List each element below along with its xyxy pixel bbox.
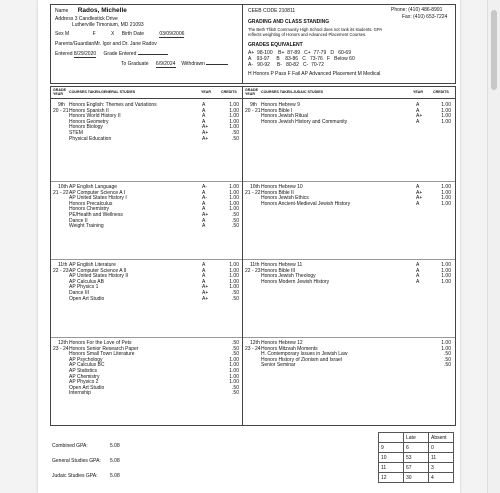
school-years: 20 - 21: [245, 107, 261, 114]
grade-label: 12th: [58, 340, 68, 346]
address2: Lutherville Timonium, MD 21093: [72, 22, 144, 28]
col-general: COURSES TAKEN-GENERAL STUDIES: [69, 90, 136, 94]
grade-legend: H Honors P Pass F Fail AP Advanced Placement M Medical: [248, 71, 381, 77]
att-grade: 11: [379, 463, 404, 473]
course-name: AP Computer Science A I: [69, 189, 126, 196]
school-years: 21 - 22: [53, 189, 69, 196]
course-grade: A: [202, 102, 206, 108]
att-late: 30: [404, 473, 429, 483]
course-credits: .50: [232, 289, 239, 296]
course-name: H. Contemporary Issues in Jewish Law: [261, 351, 348, 358]
gpa-combined: [52, 443, 120, 449]
school-years: 22 - 23: [245, 267, 261, 274]
course-name: Honors Biology: [69, 124, 103, 131]
course-grid: [50, 86, 456, 426]
course-credits: .50: [232, 135, 239, 142]
judaic-column-header: [243, 87, 455, 99]
course-name: Honors Precalculus: [69, 200, 113, 207]
course-credits: 1.00: [441, 340, 451, 346]
scrollbar-thumb[interactable]: [491, 10, 497, 90]
course-name: Honors Jewish Ethics: [261, 195, 309, 202]
course-credits: 1.00: [441, 267, 451, 274]
course-credits: 1.00: [229, 124, 239, 131]
transcript-header: [50, 4, 456, 84]
standing-text1: The Beth Tfiloh Community High School does not rank its students. GPA: [248, 27, 383, 32]
school-fax: Fax: (410) 653-7224: [402, 14, 448, 20]
course-credits: 1.00: [229, 195, 239, 202]
school-years: 23 - 24: [53, 345, 69, 352]
att-late: 6: [404, 443, 429, 453]
sex-line: [55, 31, 184, 38]
course-grade: A: [202, 262, 206, 268]
gpa-label: Combined GPA:: [52, 443, 88, 449]
course-row: [243, 120, 455, 126]
course-row: [51, 224, 242, 230]
att-late: 67: [404, 463, 429, 473]
course-credits: 1.00: [441, 262, 451, 268]
equiv-row1: A+ 98-100 B+ 87-89 C+ 77-79 D 60-69: [248, 50, 351, 56]
graduate-label: To Graduate: [121, 61, 149, 67]
course-name: Honors Ancient-Medieval Jewish History: [261, 200, 351, 207]
course-credits: 1.00: [229, 278, 239, 285]
withdrawn-label: Withdrawn: [181, 61, 205, 67]
course-row: [51, 137, 242, 143]
attendance-header: [379, 433, 454, 443]
grade-block: [51, 181, 242, 260]
header-divider: [242, 5, 243, 83]
sex-f: F: [92, 31, 96, 37]
course-row: [243, 280, 455, 286]
gpa-label: General Studies GPA:: [52, 458, 101, 464]
course-credits: 1.00: [229, 200, 239, 207]
course-grade: A: [202, 189, 206, 196]
course-name: AP Psychology: [69, 356, 103, 363]
col-credits: CREDITS: [221, 90, 237, 94]
course-name: Physical Education: [69, 135, 112, 142]
course-grade: A: [202, 107, 206, 114]
grade-entered-label: Grade Entered: [103, 51, 137, 57]
attendance-header-cell: Absent: [429, 433, 454, 443]
course-name: Honors Senior Research Paper: [69, 345, 139, 352]
course-grade: A: [202, 267, 206, 274]
grade-label: 11th: [58, 262, 68, 268]
course-credits: 1.00: [441, 278, 451, 285]
course-credits: 1.00: [441, 200, 451, 207]
course-credits: .50: [232, 223, 239, 230]
course-name: Honors Hebrew 11: [261, 262, 303, 268]
course-credits: .50: [232, 340, 239, 346]
grade-block: [243, 181, 455, 260]
school-years: 20 - 21: [53, 107, 69, 114]
course-credits: .50: [444, 351, 451, 358]
grade-block: [243, 259, 455, 338]
course-name: Honors English: Themes and Variations: [69, 102, 157, 108]
school-years: 22 - 23: [53, 267, 69, 274]
course-grade: A+: [202, 295, 209, 302]
gpa-general: [52, 458, 120, 464]
grade-label: 9th: [58, 102, 65, 108]
gpa-label: Judaic Studies GPA:: [52, 473, 98, 479]
course-credits: .50: [232, 345, 239, 352]
course-grade: A: [202, 273, 206, 280]
course-name: Honors Jewish History and Community: [261, 118, 348, 125]
attendance-row: [379, 453, 454, 463]
withdrawn-value: [206, 64, 228, 65]
course-credits: 1.00: [229, 267, 239, 274]
course-credits: 1.00: [229, 273, 239, 280]
course-name: Open Art Studio: [69, 384, 105, 391]
course-name: AP Calculus AB: [69, 278, 104, 285]
course-name: Honors Jewish Theology: [261, 273, 316, 280]
course-name: STEM: [69, 129, 83, 136]
course-grade: A: [416, 200, 420, 207]
address-label: Address: [55, 16, 74, 22]
sex-x: X: [111, 31, 115, 37]
course-name: Honors Bible II: [261, 189, 294, 196]
grade-block: [51, 337, 242, 425]
student-name: Rados, Michelle: [77, 7, 127, 14]
school-years: 23 - 24: [245, 345, 261, 352]
course-name: AP Chemistry: [69, 373, 100, 380]
course-credits: 1.00: [229, 113, 239, 120]
course-credits: 1.00: [441, 184, 451, 190]
course-name: AP Statistics: [69, 367, 97, 374]
course-name: Honors Small Town Literature: [69, 351, 135, 358]
course-name: Honors Geometry: [69, 118, 109, 125]
course-grade: A: [416, 262, 420, 268]
attendance-row: [379, 463, 454, 473]
course-grade: A+: [202, 211, 209, 218]
parents-label: Parents/Guardian: [55, 41, 95, 47]
course-name: Honors Spanish II: [69, 107, 109, 114]
course-grade: A+: [416, 189, 423, 196]
name-line: [55, 8, 127, 14]
course-name: Honors Bible III: [261, 267, 296, 274]
course-credits: 1.00: [229, 206, 239, 213]
course-credits: 1.00: [229, 373, 239, 380]
course-name: AP English Literature: [69, 262, 116, 268]
course-name: AP English Language: [69, 184, 118, 190]
course-grade: A: [416, 102, 420, 108]
course-name: Honors History of Zionism and Israel: [261, 356, 342, 363]
school-years: 21 - 22: [245, 189, 261, 196]
col-judaic: COURSES TAKEN-JUDAIC STUDIES: [261, 90, 324, 94]
attendance-header-cell: Late: [404, 433, 429, 443]
grade-label: 10th: [58, 184, 68, 190]
course-credits: .50: [444, 356, 451, 363]
entered-label: Entered: [55, 51, 73, 57]
course-name: AP Calculus BC: [69, 362, 105, 369]
course-credits: .50: [232, 384, 239, 391]
course-credits: 1.00: [441, 107, 451, 114]
course-row: [51, 391, 242, 397]
course-credits: .50: [232, 129, 239, 136]
course-grade: A+: [202, 129, 209, 136]
course-row: [243, 363, 455, 369]
course-credits: .50: [232, 351, 239, 358]
course-grade: A: [416, 278, 420, 285]
sex-label: Sex M: [55, 31, 70, 37]
course-name: Honors Bible I: [261, 107, 293, 114]
att-grade: 9: [379, 443, 404, 453]
course-grade: A: [416, 118, 420, 125]
attendance-header-cell: [379, 433, 404, 443]
graduate-date: 6/9/2024: [155, 61, 176, 67]
course-credits: 1.00: [229, 184, 239, 190]
gpa-value: 5.08: [110, 443, 120, 449]
course-credits: .50: [444, 362, 451, 369]
course-name: Weight Training: [69, 223, 104, 230]
course-grade: A: [202, 278, 206, 285]
course-grade: A+: [202, 284, 209, 291]
course-credits: 1.00: [229, 262, 239, 268]
course-name: AP United States History II: [69, 273, 129, 280]
course-credits: 1.00: [229, 107, 239, 114]
course-name: Honors For the Love of Pets: [69, 340, 132, 346]
course-name: Internship: [69, 390, 91, 397]
course-grade: A+: [202, 135, 209, 142]
course-grade: A+: [416, 113, 423, 120]
grade-label: 9th: [250, 102, 257, 108]
course-name: Honors Mitzvah Moments: [261, 345, 318, 352]
course-grade: A-: [202, 184, 207, 190]
col-year: YEAR: [201, 90, 211, 94]
col-grade-year: GRADE YEAR: [53, 88, 66, 96]
course-name: Honors Hebrew 9: [261, 102, 300, 108]
course-name: Dance II: [69, 217, 88, 224]
school-phone: Phone: (410) 486-8991: [391, 7, 443, 13]
course-name: Honors Hebrew 10: [261, 184, 303, 190]
course-name: AP United States History I: [69, 195, 127, 202]
parents-line: [55, 41, 157, 47]
course-credits: 1.00: [229, 189, 239, 196]
course-name: PE/Health and Wellness: [69, 211, 123, 218]
att-absent: 4: [429, 473, 454, 483]
course-row: [51, 297, 242, 303]
course-grade: A: [202, 206, 206, 213]
course-grade: A+: [416, 195, 423, 202]
course-credits: 1.00: [229, 362, 239, 369]
entered-line: [55, 51, 168, 58]
equiv-title: GRADES EQUIVALENT: [248, 42, 303, 48]
vertical-scrollbar[interactable]: [487, 0, 500, 493]
standing-title: GRADING AND CLASS STANDING: [248, 19, 330, 25]
course-credits: 1.00: [229, 284, 239, 291]
col-grade-year-j: GRADE YEAR: [245, 88, 258, 96]
att-absent: 3: [429, 463, 454, 473]
course-name: Honors Chemistry: [69, 206, 110, 213]
course-grade: A: [416, 184, 420, 190]
course-grade: A: [416, 267, 420, 274]
grade-block: [51, 259, 242, 338]
course-grade: A+: [202, 124, 209, 131]
course-name: AP Computer Science A II: [69, 267, 127, 274]
parents-value: Mr. Igor and Dr. Jane Radov: [94, 41, 157, 47]
course-row: [243, 202, 455, 208]
course-credits: .50: [232, 295, 239, 302]
grade-block: [243, 99, 455, 182]
course-name: Honors Modern Jewish History: [261, 278, 330, 285]
course-credits: 1.00: [229, 356, 239, 363]
name-label: Name: [55, 8, 69, 14]
entered-date: 8/29/2020: [73, 51, 97, 57]
attendance-row: [379, 443, 454, 453]
birth-date: 03/09/2006: [159, 31, 185, 37]
course-name: Open Art Studio: [69, 295, 105, 302]
course-credits: 1.00: [441, 195, 451, 202]
course-grade: A: [416, 273, 420, 280]
graduate-line: [121, 61, 228, 68]
course-name: Honors Jewish Ritual: [261, 113, 308, 120]
standing-text2: reflects weighting of Honors and Advanced Placement Courses.: [248, 32, 367, 37]
course-credits: .50: [232, 217, 239, 224]
course-name: Honors World History II: [69, 113, 121, 120]
birth-label: Birth Date: [121, 31, 144, 37]
course-credits: .50: [232, 390, 239, 397]
course-credits: 1.00: [229, 379, 239, 386]
course-grade: A-: [202, 195, 207, 202]
att-absent: 11: [429, 453, 454, 463]
address1: 3 Candlestick Drive: [74, 16, 118, 22]
grade-label: 11th: [250, 262, 260, 268]
att-grade: 12: [379, 473, 404, 483]
att-absent: 0: [429, 443, 454, 453]
course-grade: A: [416, 107, 420, 114]
gpa-value: 5.08: [110, 458, 120, 464]
course-credits: 1.00: [441, 273, 451, 280]
grade-block: [243, 337, 455, 425]
course-credits: 1.00: [441, 345, 451, 352]
grade-entered-value: [138, 54, 168, 55]
course-name: Honors Hebrew 12: [261, 340, 303, 346]
course-name: AP Physics 2: [69, 379, 99, 386]
course-grade: A: [202, 113, 206, 120]
course-credits: 1.00: [441, 118, 451, 125]
gpa-value: 5.08: [110, 473, 120, 479]
equiv-row3: A- 90-92 B- 80-82 C- 70-72: [248, 62, 324, 68]
col-year-j: YEAR: [413, 90, 423, 94]
attendance-table: [378, 432, 454, 483]
general-column-header: [51, 87, 242, 99]
course-grade: A+: [202, 289, 209, 296]
course-credits: 1.00: [441, 189, 451, 196]
course-credits: 1.00: [229, 118, 239, 125]
course-credits: .50: [232, 211, 239, 218]
course-name: Dance III: [69, 289, 90, 296]
course-grade: A: [202, 223, 206, 230]
course-credits: 1.00: [229, 102, 239, 108]
course-name: AP Physics 1: [69, 284, 99, 291]
course-credits: 1.00: [441, 113, 451, 120]
course-grade: A: [202, 217, 206, 224]
ceeb-code: CEEB CODE 210811: [248, 8, 296, 14]
course-grade: A: [202, 200, 206, 207]
grade-label: 12th: [250, 340, 260, 346]
grade-label: 10th: [250, 184, 260, 190]
course-name: Senior Seminar: [261, 362, 296, 369]
grade-block: [51, 99, 242, 182]
col-credits-j: CREDITS: [433, 90, 449, 94]
transcript-page: [38, 0, 460, 493]
att-grade: 10: [379, 453, 404, 463]
course-credits: 1.00: [229, 367, 239, 374]
att-late: 53: [404, 453, 429, 463]
gpa-judaic: [52, 473, 120, 479]
attendance-row: [379, 473, 454, 483]
course-credits: 1.00: [441, 102, 451, 108]
course-grade: A: [202, 118, 206, 125]
equiv-row2: A 93-97 B 83-86 C 73-76 F Below 60: [248, 56, 355, 62]
